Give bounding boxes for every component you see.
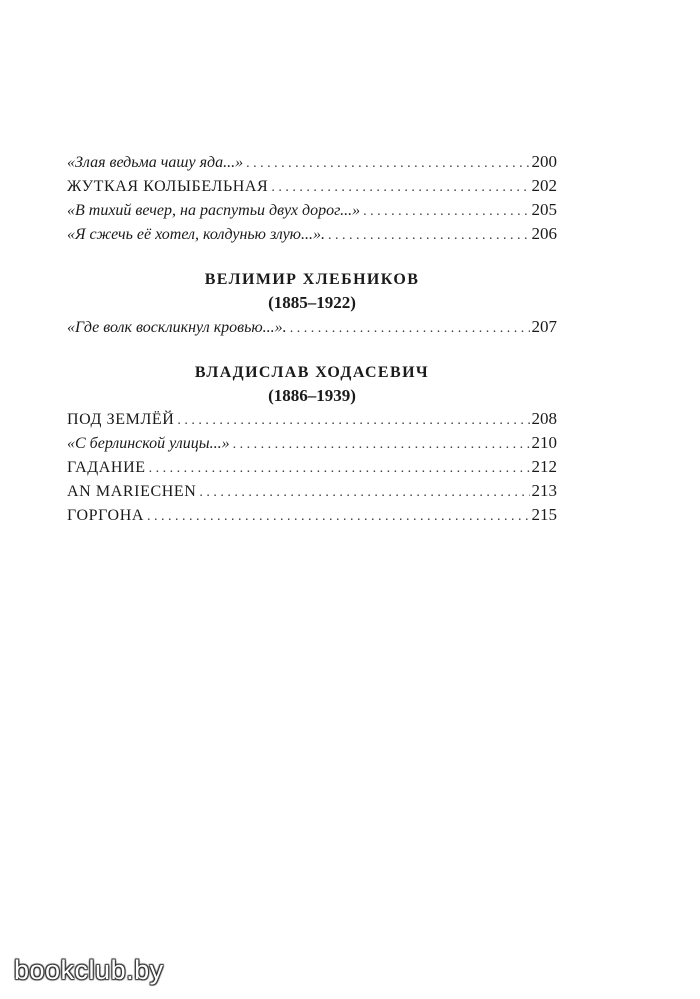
author-name: ВЕЛИМИР ХЛЕБНИКОВ <box>204 271 420 288</box>
toc-entry-page: 212 <box>531 457 557 476</box>
toc-leader-dots <box>199 481 529 505</box>
toc-entry <box>67 455 557 479</box>
toc-leader-dots <box>290 317 530 341</box>
toc-entry-page: 210 <box>531 433 557 452</box>
toc-entry <box>67 503 557 527</box>
author-heading <box>67 362 557 408</box>
toc-entry <box>67 315 557 339</box>
toc-leader-dots <box>271 176 529 200</box>
toc-leader-dots <box>149 457 530 481</box>
toc-leader-dots <box>246 152 529 176</box>
toc-entry <box>67 150 557 174</box>
toc-entry-title: «Где волк воскликнул кровью...». <box>67 319 287 336</box>
toc-group-3 <box>67 407 557 527</box>
author-years: (1885–1922) <box>268 293 356 312</box>
author-years: (1886–1939) <box>268 386 356 405</box>
toc-entry-page: 205 <box>531 200 557 219</box>
toc-leader-dots <box>147 505 529 529</box>
toc-entry <box>67 174 557 198</box>
author-heading <box>67 269 557 315</box>
toc-entry-page: 215 <box>531 505 557 524</box>
toc-entry <box>67 198 557 222</box>
author-name: ВЛАДИСЛАВ ХОДАСЕВИЧ <box>194 364 430 381</box>
toc-entry-page: 208 <box>531 409 557 428</box>
toc-entry-page: 207 <box>531 317 557 336</box>
toc-entry <box>67 479 557 503</box>
toc-entry <box>67 431 557 455</box>
toc-entry-title: ГАДАНИЕ <box>67 459 146 476</box>
toc-entry <box>67 222 557 246</box>
toc-entry-title: AN MARIECHEN <box>67 483 197 500</box>
toc-group-1 <box>67 150 557 246</box>
toc-group-2 <box>67 315 557 339</box>
toc-entry-page: 200 <box>531 152 557 171</box>
toc-entry-title: «В тихий вечер, на распутьи двух дорог...» <box>67 202 361 219</box>
toc-leader-dots <box>233 433 530 457</box>
toc-entry <box>67 407 557 431</box>
toc-entry-title: «Я сжечь её хотел, колдунью злую...». <box>67 226 325 243</box>
toc-entry-title: ЖУТКАЯ КОЛЫБЕЛЬНАЯ <box>67 178 269 195</box>
toc-leader-dots <box>177 409 529 433</box>
watermark: bookclub.by <box>14 955 164 985</box>
toc-entry-page: 206 <box>531 224 557 243</box>
toc-leader-dots <box>363 200 529 224</box>
toc-entry-page: 213 <box>531 481 557 500</box>
toc-entry-page: 202 <box>531 176 557 195</box>
toc-entry-title: ПОД ЗЕМЛЁЙ <box>67 411 175 428</box>
toc-entry-title: «С берлинской улицы...» <box>67 435 230 452</box>
toc-entry-title: ГОРГОНА <box>67 507 145 524</box>
toc-leader-dots <box>328 224 530 248</box>
toc-entry-title: «Злая ведьма чашу яда...» <box>67 154 244 171</box>
